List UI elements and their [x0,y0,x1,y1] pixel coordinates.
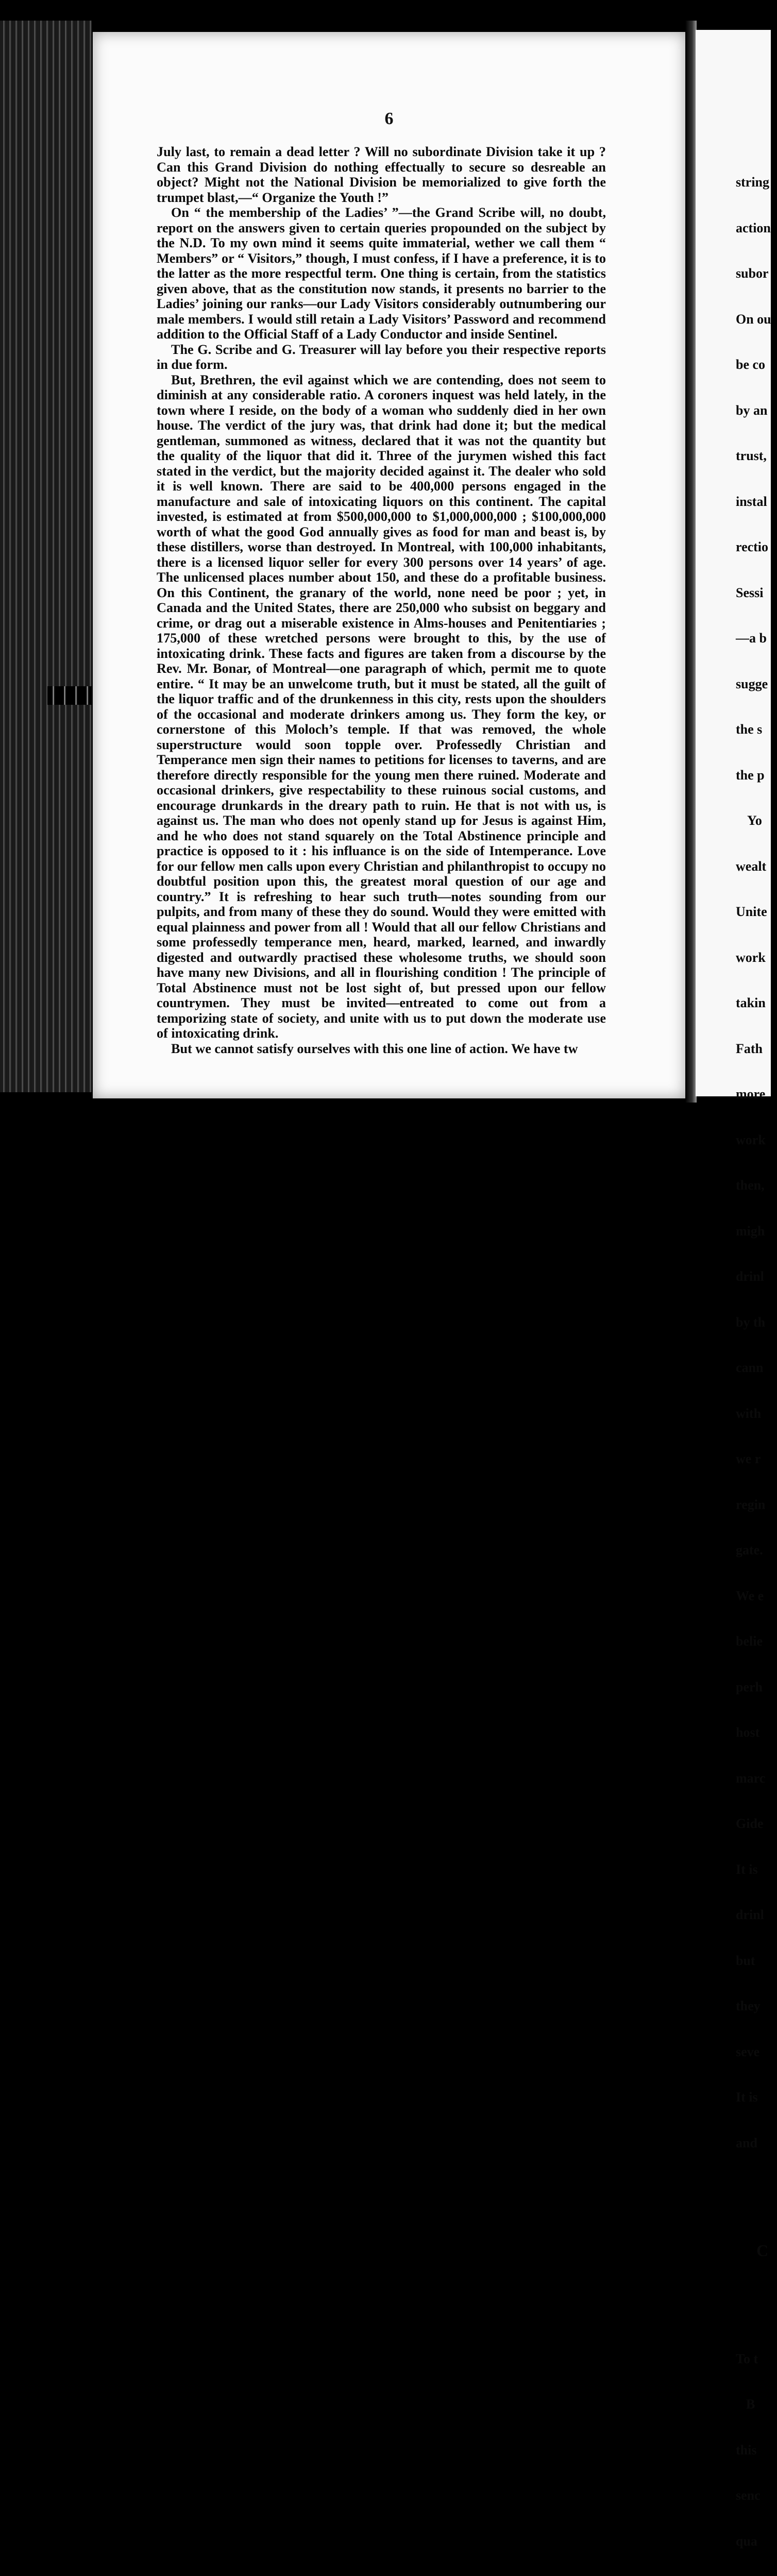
fragment-line: trust, [736,448,767,463]
fragment-line: Unite [736,904,767,919]
fragment-line: Yo [747,813,762,828]
fragment-line: marc [736,1770,766,1786]
page-edge-marks [47,686,95,705]
fragment-line: action [736,220,771,235]
fragment-line: this [736,2442,757,2458]
fragment-line: be co [736,357,766,372]
fragment-line: the p [736,767,765,783]
paragraph: On “ the membership of the Ladies’ ”—the Grand Scribe will, no doubt, report on the answers given to certain queries propounded on the subject by the N.D. To my own mind it seems quite immaterial, wether we call them “ Members” or “ Visitors,” though, I must confess, if I have a preference, it is to the latter as the more respectful term. One thing is certain, from the statistics given above, that as the constitution now stands, it presents no barrier to the Ladies’ joining our ranks—our Lady Visitors considerably outnumbering our male members. I would still retain a Lady Visitors’ Password and recommend addition to the Official Staff of a Lady Conductor and inside Sentinel. [157,205,606,342]
fragment-line: We e [736,1588,764,1603]
paragraph: But, Brethren, the evil against which we are contending, does not seem to diminish at any considerable ratio. A coroners inquest was held lately, in the town where I reside, on the body of a woman who suddenly died in her own house. The verdict of the jury was, that drink had done it; but the medical gentleman, summoned as witness, declared that it was not the quantity but the quality of the liquor that did it. Three of the jurymen wished this fact stated in the verdict, but the majority decided against it. The dealer who sold it is well known. There are said to be 400,000 persons engaged in the manufacture and sale of intoxicating liquors on this continent. The capital invested, is estimated at from $500,000,000 to $1,000,000,000 ; $100,000,000 worth of what the good God annually gives as food for man and beast is, by these distillers, worse than destroyed. In Montreal, with 100,000 inhabitants, there is a licensed liquor seller for every 300 persons over 14 years’ of age. The unlicensed places number about 150, and these do a profitable business. On this Continent, the granary of the world, none need be poor ; yet, in Canada and the United States, there are 250,000 who subsist on beggary and crime, or drag out a miserable existence in Alms-houses and Penitentiaries ; 175,000 of these wretched persons were brought to this, by the use of intoxicating drink. These facts and figures are taken from a discourse by the Rev. Mr. Bonar, of Montreal—one paragraph of which, permit me to quote entire. “ It may be an unwelcome truth, but it must be stated, all the guilt of the liquor traffic and of the drunkenness in this city, rests upon the shoulders of the occasional and moderate drinkers among us. They form the key, or cornerstone of this Moloch’s temple. If that was removed, the whole superstructure would soon topple over. Professedly Christian and Temperance men sign their names to petitions for licenses to taverns, and are therefore directly responsible for the young men there ruined. Moderate and occasional drinkers, give respectability to these ruinous social customs, and encourage drunkards in the dreary path to ruin. He that is not with us, is against us. The man who does not openly stand up for Jesus is against Him, and he who does not stand squarely on the Total Abstinence principle and practice is opposed to it : his influance is on the side of Intemperance. Love for our fellow men calls upon every Christian and philanthropist to occupy no doubtful position upon this, the greatest moral question of our age and country.” It is refreshing to hear such truth—notes sounding from our pulpits, and from many of these they do sound. Would they were emitted with equal plainness and power from all ! Would that all our fellow Christians and some professedly temperance men, heard, marked, learned, and inwardly digested and outwardly practised these wholesome truths, we should soon have many new Divisions, and all in flourishing condition ! The principle of Total Abstinence must not be lost sight of, but pressed upon our fellow countrymen. They must be invited—entreated to come out from a temporizing state of society, and unite with us to put down the moderate use of intoxicating drink. [157,372,606,1041]
fragment-line: gate. [736,1543,763,1557]
fragment-line: Gide [736,1816,764,1831]
next-page-text [736,144,777,2576]
fragment-line: Fath [736,1041,763,1056]
fragment-line: regin [736,1497,766,1512]
fragment-line: On ou [736,311,771,327]
fragment-line: we r [736,1451,761,1466]
spacer [736,2289,777,2321]
fragment-line: It is [736,2090,758,2105]
fragment-line: more [736,1087,766,1101]
fragment-line: they [736,1998,761,2013]
fragment-line: work [736,950,766,965]
paragraph: The G. Scribe and G. Treasurer will lay before you their respective reports in due form. [157,342,606,372]
book-page [93,32,685,1098]
fragment-line: cann [736,1360,764,1375]
fragment-line: wealt [736,858,767,874]
fragment-line: the s [736,722,763,737]
fragment-line: with [736,1405,762,1421]
fragment-line: Sessi [736,585,764,600]
fragment-line: by th [736,1314,766,1330]
fragment-line: belie [736,1634,763,1649]
fragment-line: and [736,2135,757,2150]
fragment-line: by an [736,402,768,418]
page-number: 6 [384,109,394,128]
fragment-line: drinl [736,1907,764,1922]
spacer [736,2181,777,2213]
fragment-line: —a b [736,631,767,646]
fragment-line: but [736,1953,755,1968]
book-page-edges [0,21,92,1092]
fragment-line: senc [736,2488,761,2503]
fragment-line: then, [736,1178,765,1193]
book-gutter [685,21,697,1103]
fragment-line: B [746,2397,755,2412]
fragment-line: subor [736,266,769,281]
fragment-heading: C [756,2241,769,2260]
fragment-line: takin [736,995,766,1010]
fragment-line: drinl [736,1269,764,1284]
fragment-line: qua [736,2533,757,2549]
fragment-line: It is [736,1861,758,1877]
fragment-line: string [736,175,769,190]
fragment-line: host [736,1725,760,1740]
paragraph: July last, to remain a dead letter ? Will no subordinate Division take it up ? Can this Grand Division do nothing effectually to secure so desreable an object? Might not the National Division be memorialized to give forth the trumpet blast,—“ Organize the Youth !” [157,144,606,205]
fragment-line: instal [736,494,767,509]
next-page-sliver [696,30,771,2549]
fragment-line: seve [736,2044,760,2059]
fragment-line: rectio [736,539,769,554]
fragment-line: work [736,1132,766,1147]
fragment-line: migh [736,1223,765,1239]
body-text [157,144,606,1056]
fragment-line: To t [736,2351,758,2366]
fragment-line: sugge [736,676,768,691]
fragment-line: perh [736,1679,763,1694]
paragraph: But we cannot satisfy ourselves with this one line of action. We have tw [171,1041,578,1056]
